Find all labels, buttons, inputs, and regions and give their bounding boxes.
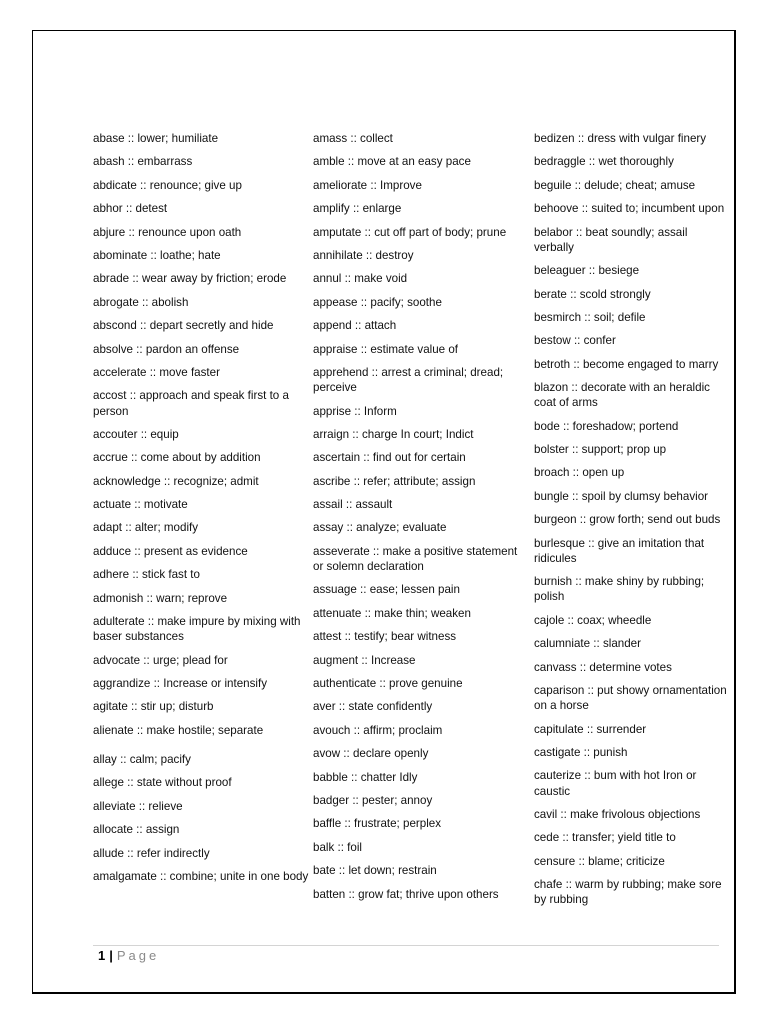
word-entry: abase :: lower; humiliate [93,132,219,145]
word-entry: authenticate :: prove genuine [313,677,463,690]
page-number: 1 [98,948,106,963]
word-entry: behoove :: suited to; incumbent upon [534,202,725,216]
word-entry: broach :: open up [534,466,625,480]
word-entry: amplify :: enlarge [313,202,402,216]
word-entry: allocate :: assign [93,823,180,837]
word-entry: batten :: grow fat; thrive upon others [313,887,499,901]
word-entry: cauterize :: bum with hot Iron or caustic [534,769,697,798]
word-entry: actuate :: motivate [93,498,188,512]
word-entry: abdicate :: renounce; give up [93,178,242,192]
word-entry: cede :: transfer; yield title to [534,831,676,845]
word-entry: aggrandize :: Increase or intensify [93,677,268,690]
word-entry: bestow :: confer [534,334,616,348]
word-entry: assay :: analyze; evaluate [313,521,447,535]
word-entry: amputate :: cut off part of body; prune [313,225,507,239]
word-entry: belabor :: beat soundly; assail verbally [534,225,688,254]
word-entry: accouter :: equip [93,427,179,441]
page-label: Page [116,948,160,963]
word-entry: beleaguer :: besiege [534,264,640,278]
word-entry: canvass :: determine votes [534,660,672,674]
word-entry: append :: attach [313,319,397,333]
word-entry: babble :: chatter Idly [313,770,418,784]
word-entry: abominate :: loathe; hate [93,248,221,262]
word-entry: agitate :: stir up; disturb [93,700,214,714]
word-entry: capitulate :: surrender [534,722,647,736]
word-entry: alienate :: make hostile; separate [93,723,264,737]
word-entry: appraise :: estimate value of [313,342,459,356]
word-entry: bedizen :: dress with vulgar finery [534,132,707,145]
word-entry: blazon :: decorate with an heraldic coat of arms [534,381,710,410]
word-entry: amalgamate :: combine; unite in one body [93,869,309,883]
word-entry: adhere :: stick fast to [93,568,200,582]
word-entry: bolster :: support; prop up [534,443,667,457]
word-entry: bungle :: spoil by clumsy behavior [534,489,708,503]
word-column-2 [313,131,529,910]
word-entry: calumniate :: slander [534,637,641,651]
word-entry: berate :: scold strongly [534,287,651,301]
word-entry: baffle :: frustrate; perplex [313,817,442,831]
word-entry: amass :: collect [313,132,393,145]
word-entry: abrogate :: abolish [93,295,189,309]
word-entry: annihilate :: destroy [313,248,414,262]
word-entry: acknowledge :: recognize; admit [93,474,259,488]
word-entry: accelerate :: move faster [93,365,220,379]
word-entry: apprehend :: arrest a criminal; dread; perceive [313,365,504,395]
word-entry: betroth :: become engaged to marry [534,357,719,371]
word-entry: besmirch :: soil; defile [534,310,646,324]
word-entry: cavil :: make frivolous objections [534,807,701,821]
word-entry: adduce :: present as evidence [93,544,248,558]
word-entry: advocate :: urge; plead for [93,653,228,667]
word-entry: adulterate :: make impure by mixing with baser substances [93,615,301,644]
word-entry: ameliorate :: Improve [313,178,422,192]
word-entry: assail :: assault [313,498,393,512]
word-entry: badger :: pester; annoy [313,793,433,807]
word-entry: abash :: embarrass [93,155,193,169]
word-entry: attenuate :: make thin; weaken [313,606,471,620]
word-entry: abscond :: depart secretly and hide [93,319,274,333]
footer-separator: | [109,948,113,963]
word-entry: admonish :: warn; reprove [93,591,228,605]
word-entry: aver :: state confidently [313,700,433,714]
word-entry: balk :: foil [313,840,362,854]
word-entry: allege :: state without proof [93,776,232,790]
word-entry: attest :: testify; bear witness [313,630,457,644]
word-entry: augment :: Increase [313,653,416,667]
word-entry: annul :: make void [313,272,408,286]
word-entry: arraign :: charge In court; Indict [313,427,474,441]
word-entry: cajole :: coax; wheedle [534,613,652,627]
word-entry: caparison :: put showy ornamentation on a horse [534,684,727,713]
word-entry: chafe :: warm by rubbing; make sore by rubbing [534,878,722,907]
word-entry: apprise :: Inform [313,404,397,418]
word-entry: assuage :: ease; lessen pain [313,583,460,597]
word-entry: alleviate :: relieve [93,799,183,813]
word-entry: ascribe :: refer; attribute; assign [313,474,476,488]
word-entry: bode :: foreshadow; portend [534,419,679,433]
word-entry: burlesque :: give an imitation that ridicules [534,536,705,565]
word-entry: abjure :: renounce upon oath [93,225,242,239]
word-entry: castigate :: punish [534,746,628,759]
word-entry: avouch :: affirm; proclaim [313,723,443,737]
word-entry: appease :: pacify; soothe [313,295,442,309]
word-entry: adapt :: alter; modify [93,521,199,535]
word-entry: bedraggle :: wet thoroughly [534,155,674,169]
word-entry: censure :: blame; criticize [534,854,665,868]
word-entry: ascertain :: find out for certain [313,451,466,465]
word-entry: burnish :: make shiny by rubbing; polish [534,575,705,604]
word-column-1 [93,131,309,892]
word-entry: bate :: let down; restrain [313,864,437,878]
word-entry: avow :: declare openly [313,747,429,761]
word-entry: amble :: move at an easy pace [313,155,471,169]
footer-rule [93,945,719,946]
word-entry: allude :: refer indirectly [93,846,210,860]
word-entry: allay :: calm; pacify [93,752,191,766]
word-entry: accost :: approach and speak first to a person [93,389,289,418]
word-column-3 [534,131,730,916]
word-entry: abhor :: detest [93,202,168,216]
word-entry: abrade :: wear away by friction; erode [93,272,287,286]
word-entry: absolve :: pardon an offense [93,342,240,356]
word-entry: burgeon :: grow forth; send out buds [534,513,721,527]
page-footer [98,948,159,964]
word-entry: beguile :: delude; cheat; amuse [534,178,696,192]
word-entry: asseverate :: make a positive statement or solemn declaration [313,544,518,574]
word-entry: accrue :: come about by addition [93,451,261,465]
